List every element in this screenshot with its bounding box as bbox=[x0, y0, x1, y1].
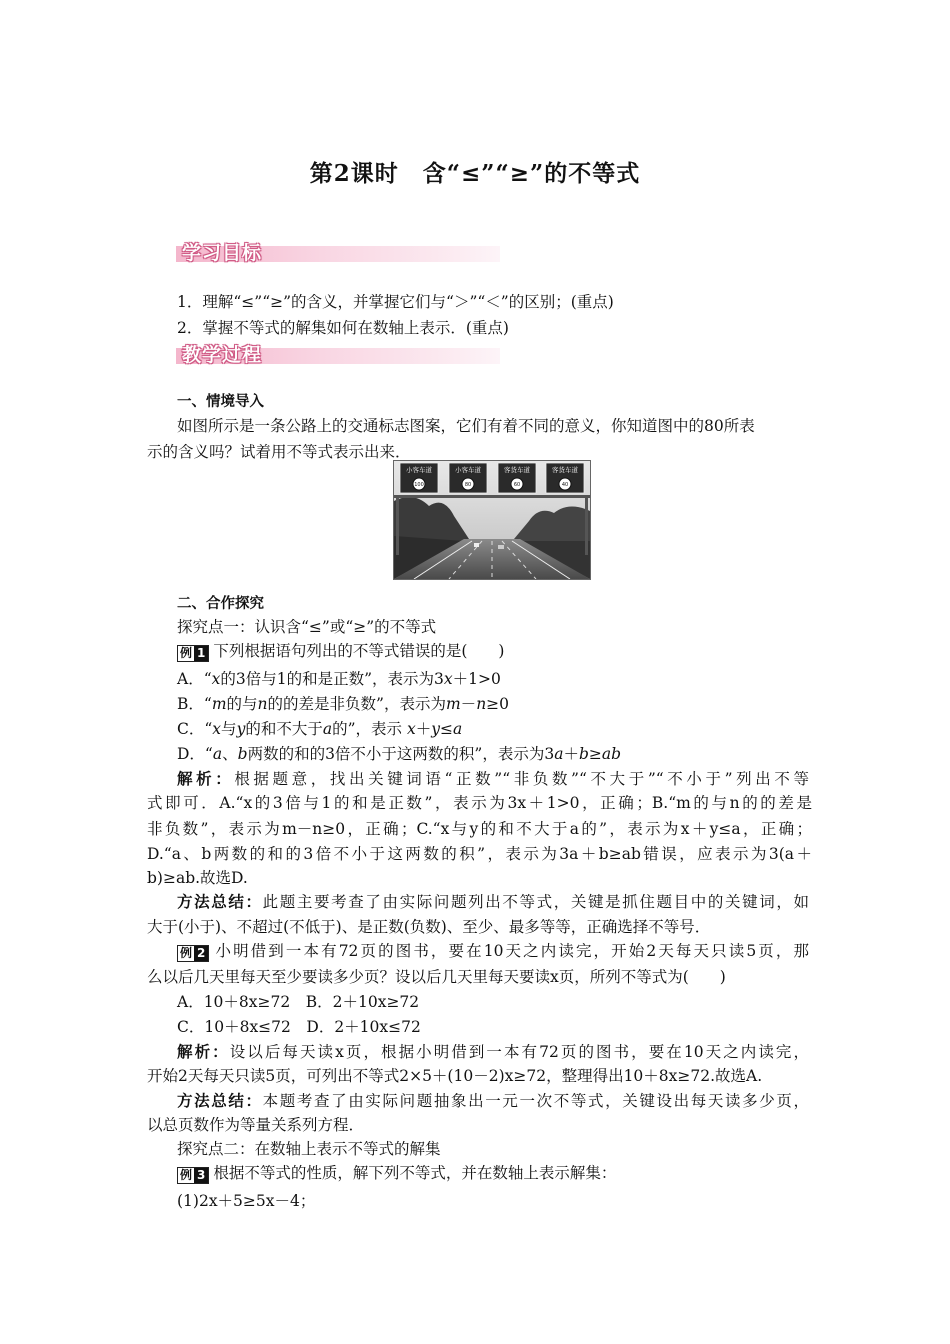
example-badge: 例 3 bbox=[177, 1167, 209, 1184]
example-2-stem-line-2: 么以后几天里每天至少要读多少页？设以后几天里每天要读x页，所列不等式为( ) bbox=[147, 968, 726, 986]
example-1-analysis-line-3: 非负数”，表示为m－n≥0，正确；C.“x与y的和不大于a的”，表示为x＋y≤a，正确； bbox=[147, 820, 812, 838]
sign-speed: 80 bbox=[464, 482, 472, 488]
sign-label: 客货车道 bbox=[504, 466, 530, 474]
example-2-options-ab: A．10＋8x≥72 B．2＋10x≥72 bbox=[177, 993, 420, 1011]
section-heading-1: 一、情境导入 bbox=[177, 394, 264, 410]
section-heading-2: 二、合作探究 bbox=[177, 596, 264, 612]
explore-point-2: 探究点二：在数轴上表示不等式的解集 bbox=[177, 1140, 441, 1158]
page-title: 第2课时 含“≤”“≥”的不等式 bbox=[309, 160, 641, 187]
sign-speed: 40 bbox=[561, 482, 569, 488]
example-2-method-line-2: 以总页数作为等量关系列方程． bbox=[147, 1116, 365, 1134]
road-sign-illustration bbox=[394, 461, 590, 579]
banner-teaching-process bbox=[176, 340, 500, 368]
sign-2 bbox=[449, 463, 487, 493]
example-2-analysis-line-2: 开始2天每天只读5页，可列出不等式2×5＋(10－2)x≥72，整理得出10＋8x≥72.故选A. bbox=[147, 1067, 763, 1085]
example-2-method-line-1: 方法总结：本题考查了由实际问题抽象出一元一次不等式，关键设出每天读多少页， bbox=[177, 1092, 809, 1110]
example-1-option-a: A．“x的3倍与1的和是正数”，表示为3x＋1>0 bbox=[177, 670, 501, 688]
example-2-analysis-line-1: 解析：设以后每天读x页，根据小明借到一本有72页的图书，要在10天之内读完， bbox=[177, 1043, 809, 1061]
example-1-method-line-2: 大于(小于)、不超过(不低于)、是正数(负数)、至少、最多等等，正确选择不等号． bbox=[147, 918, 711, 936]
example-2-stem-line-1: 例 2 小明借到一本有72页的图书，要在10天之内读完，开始2天每天只读5页，那 bbox=[177, 939, 809, 961]
sign-1 bbox=[400, 463, 438, 493]
example-3-stem: 例 3 根据不等式的性质，解下列不等式，并在数轴上表示解集： bbox=[177, 1161, 842, 1183]
example-1-option-b: B．“m的与n的的差是非负数”，表示为m－n≥0 bbox=[177, 695, 510, 713]
sign-4 bbox=[546, 463, 584, 493]
sign-label: 小客车道 bbox=[455, 466, 481, 474]
example-1-analysis-line-5: b)≥ab.故选D. bbox=[147, 869, 248, 887]
banner-label: 教学过程 bbox=[182, 344, 263, 366]
explore-point-1: 探究点一：认识含“≤”或“≥”的不等式 bbox=[177, 618, 437, 636]
banner-label: 学习目标 bbox=[182, 242, 263, 264]
example-badge: 例 1 bbox=[177, 645, 209, 662]
goal-item-1: 1．理解“≤”“≥”的含义，并掌握它们与“＞”“＜”的区别；(重点) bbox=[177, 293, 614, 311]
intro-paragraph-line-1: 如图所示是一条公路上的交通标志图案，它们有着不同的意义，你知道图中的80所表 bbox=[177, 417, 755, 435]
example-1-option-d: D．“a、b两数的和的3倍不小于这两数的积”，表示为3a＋b≥ab bbox=[177, 745, 622, 763]
example-1-analysis-line-2: 式即可．A.“x的3倍与1的和是正数”，表示为3x＋1>0，正确；B.“m的与n的的差是 bbox=[147, 794, 812, 812]
example-badge: 例 2 bbox=[177, 945, 209, 962]
sign-label: 小客车道 bbox=[406, 466, 432, 474]
example-3-item-1: (1)2x＋5≥5x－4； bbox=[177, 1192, 316, 1210]
example-1-stem: 例 1 下列根据语句列出的不等式错误的是( ) bbox=[177, 639, 842, 661]
sign-3 bbox=[498, 463, 536, 493]
banner-learning-goals bbox=[176, 238, 500, 266]
intro-paragraph-line-2: 示的含义吗？试着用不等式表示出来． bbox=[147, 443, 411, 461]
sign-label: 客货车道 bbox=[552, 466, 578, 474]
sign-speed: 100 bbox=[414, 482, 424, 488]
example-1-option-c: C．“x与y的和不大于a的”，表示 x＋y≤a bbox=[177, 720, 463, 738]
road-sign-photo bbox=[393, 460, 591, 580]
example-1-method-line-1: 方法总结：此题主要考查了由实际问题列出不等式，关键是抓住题目中的关键词，如 bbox=[177, 893, 809, 911]
sign-speed: 60 bbox=[513, 482, 521, 488]
example-1-analysis-line-1: 解析：根据题意，找出关键词语“正数”“非负数”“不大于”“不小于”列出不等 bbox=[177, 770, 809, 788]
goal-item-2: 2．掌握不等式的解集如何在数轴上表示．(重点) bbox=[177, 319, 509, 337]
example-1-analysis-line-4: D.“a、b两数的和的3倍不小于这两数的积”，表示为3a＋b≥ab错误，应表示为3(a＋ bbox=[147, 845, 812, 863]
example-2-options-cd: C．10＋8x≤72 D．2＋10x≤72 bbox=[177, 1018, 421, 1036]
